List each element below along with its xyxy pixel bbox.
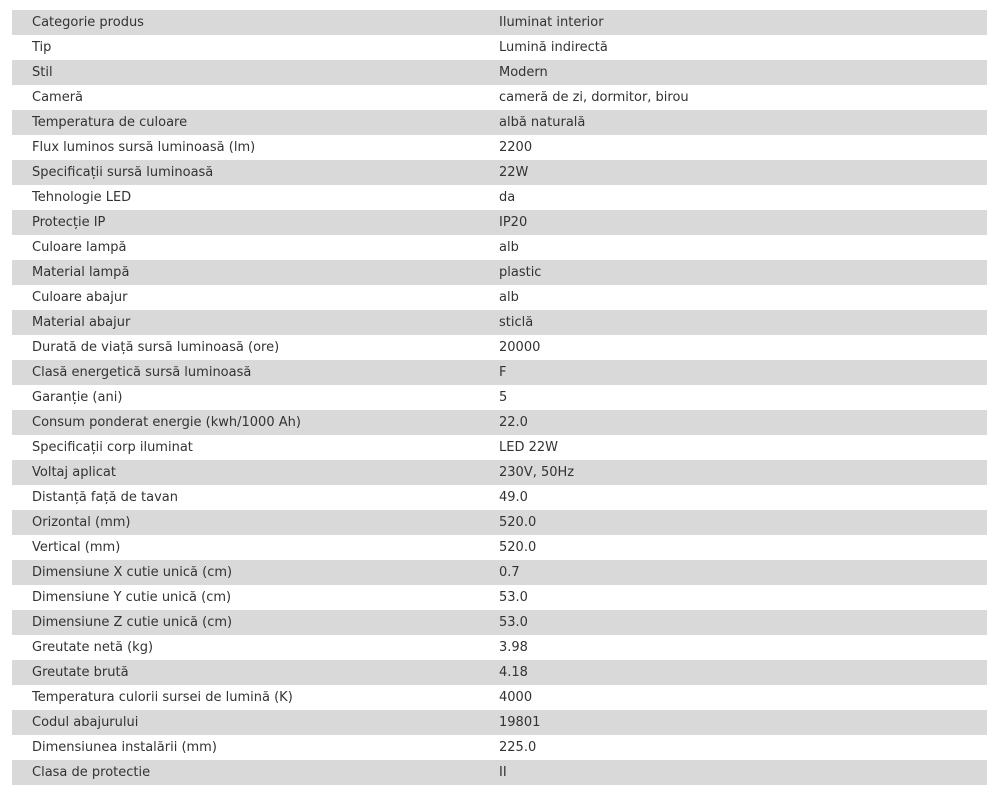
spec-label: Vertical (mm) <box>32 540 121 555</box>
spec-value: cameră de zi, dormitor, birou <box>499 90 689 105</box>
spec-row <box>12 560 987 585</box>
spec-label: Orizontal (mm) <box>32 515 131 530</box>
spec-label: Cameră <box>32 90 84 105</box>
spec-label: Dimensiune X cutie unică (cm) <box>32 565 233 580</box>
spec-value: 22W <box>499 165 529 180</box>
spec-label: Material abajur <box>32 315 131 330</box>
spec-label: Protecție IP <box>32 215 106 230</box>
spec-label: Clasă energetică sursă luminoasă <box>32 365 252 380</box>
spec-value: 3.98 <box>499 640 528 655</box>
spec-row <box>12 585 987 610</box>
spec-row <box>12 610 987 635</box>
spec-label: Voltaj aplicat <box>32 465 116 480</box>
spec-label: Culoare abajur <box>32 290 128 305</box>
spec-label: Material lampă <box>32 265 130 280</box>
spec-label: Greutate brută <box>32 665 129 680</box>
spec-row <box>12 635 987 660</box>
spec-value: Lumină indirectă <box>499 40 608 55</box>
spec-row <box>12 160 987 185</box>
spec-value: 20000 <box>499 340 541 355</box>
spec-row <box>12 685 987 710</box>
spec-value: 225.0 <box>499 740 537 755</box>
spec-label: Specificații sursă luminoasă <box>32 165 214 180</box>
spec-row <box>12 460 987 485</box>
spec-row <box>12 385 987 410</box>
spec-value: sticlă <box>499 315 534 330</box>
spec-label: Temperatura de culoare <box>32 115 188 130</box>
product-specs-table <box>12 10 987 785</box>
spec-value: 19801 <box>499 715 541 730</box>
spec-row <box>12 435 987 460</box>
spec-label: Distanță față de tavan <box>32 490 178 505</box>
spec-value: 4.18 <box>499 665 528 680</box>
spec-row <box>12 135 987 160</box>
spec-row <box>12 310 987 335</box>
spec-label: Consum ponderat energie (kwh/1000 Ah) <box>32 415 301 430</box>
spec-row <box>12 510 987 535</box>
spec-value: 520.0 <box>499 515 537 530</box>
spec-row <box>12 210 987 235</box>
spec-label: Codul abajurului <box>32 715 139 730</box>
spec-value: da <box>499 190 516 205</box>
spec-value: albă naturală <box>499 115 586 130</box>
spec-row <box>12 260 987 285</box>
spec-row <box>12 35 987 60</box>
spec-value: 49.0 <box>499 490 528 505</box>
spec-value: alb <box>499 240 519 255</box>
spec-value: F <box>499 365 507 380</box>
spec-value: LED 22W <box>499 440 558 455</box>
spec-row <box>12 185 987 210</box>
spec-row <box>12 335 987 360</box>
spec-row <box>12 10 987 35</box>
spec-value: IP20 <box>499 215 528 230</box>
spec-label: Culoare lampă <box>32 240 127 255</box>
spec-row <box>12 760 987 785</box>
spec-value: 53.0 <box>499 615 528 630</box>
spec-label: Tip <box>32 40 52 55</box>
spec-label: Clasa de protectie <box>32 765 151 780</box>
spec-label: Stil <box>32 65 53 80</box>
spec-label: Categorie produs <box>32 15 144 30</box>
spec-value: Modern <box>499 65 548 80</box>
spec-value: 230V, 50Hz <box>499 465 575 480</box>
spec-row <box>12 235 987 260</box>
spec-row <box>12 660 987 685</box>
spec-row <box>12 710 987 735</box>
spec-label: Specificații corp iluminat <box>32 440 193 455</box>
spec-row <box>12 85 987 110</box>
spec-table-body <box>12 10 987 785</box>
spec-label: Greutate netă (kg) <box>32 640 154 655</box>
spec-value: plastic <box>499 265 542 280</box>
spec-row <box>12 60 987 85</box>
spec-value: 5 <box>499 390 508 405</box>
spec-label: Dimensiune Z cutie unică (cm) <box>32 615 233 630</box>
spec-label: Flux luminos sursă luminoasă (lm) <box>32 140 256 155</box>
spec-label: Garanție (ani) <box>32 390 123 405</box>
spec-value: 2200 <box>499 140 533 155</box>
spec-label: Dimensiunea instalării (mm) <box>32 740 217 755</box>
spec-row <box>12 735 987 760</box>
spec-value: 4000 <box>499 690 533 705</box>
spec-row <box>12 485 987 510</box>
spec-value: 0.7 <box>499 565 520 580</box>
spec-row <box>12 360 987 385</box>
spec-row <box>12 410 987 435</box>
spec-row <box>12 285 987 310</box>
spec-value: 53.0 <box>499 590 528 605</box>
spec-label: Tehnologie LED <box>32 190 132 205</box>
spec-value: 520.0 <box>499 540 537 555</box>
spec-value: alb <box>499 290 519 305</box>
spec-label: Temperatura culorii sursei de lumină (K) <box>32 690 293 705</box>
spec-label: Durată de viață sursă luminoasă (ore) <box>32 340 280 355</box>
spec-value: II <box>499 765 507 780</box>
spec-value: Iluminat interior <box>499 15 604 30</box>
spec-row <box>12 535 987 560</box>
spec-row <box>12 110 987 135</box>
spec-value: 22.0 <box>499 415 528 430</box>
spec-label: Dimensiune Y cutie unică (cm) <box>32 590 232 605</box>
